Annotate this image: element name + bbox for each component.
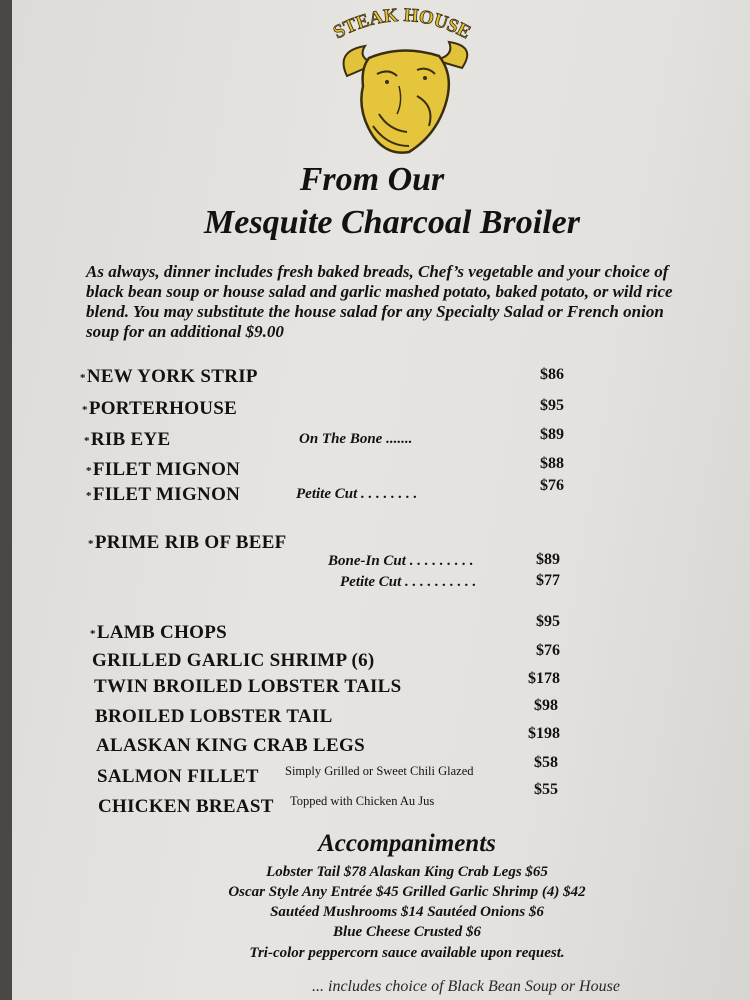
- bull-head-icon: [317, 6, 487, 156]
- accompaniment-line: Sautéed Mushrooms $14 Sautéed Onions $6: [270, 904, 544, 920]
- item-price: $55: [534, 781, 558, 798]
- item-star: *: [90, 627, 96, 640]
- steakhouse-logo: [317, 6, 487, 156]
- item-price: $77: [536, 572, 560, 589]
- accompaniment-line: Lobster Tail $78 Alaskan King Crab Legs $65: [266, 864, 548, 880]
- svg-text:STEAK HOUSE: STEAK HOUSE: [330, 6, 474, 44]
- accompaniments-title: Accompaniments: [318, 830, 496, 857]
- item-name: FILET MIGNON: [92, 484, 241, 505]
- item-name: PRIME RIB OF BEEF: [94, 532, 287, 553]
- item-name: NEW YORK STRIP: [86, 366, 258, 387]
- item-name: CHICKEN BREAST: [98, 796, 274, 817]
- item-star: *: [82, 403, 88, 416]
- menu-item: [96, 735, 365, 757]
- item-price: $86: [540, 366, 564, 383]
- accompaniment-line: Blue Cheese Crusted $6: [333, 924, 481, 940]
- item-star: *: [84, 434, 90, 447]
- item-star: *: [80, 371, 86, 384]
- menu-item: [86, 459, 240, 481]
- item-price: $198: [528, 725, 560, 742]
- item-name: PORTERHOUSE: [88, 398, 238, 419]
- item-star: *: [88, 537, 94, 550]
- menu-item: [95, 706, 333, 728]
- accompaniment-line: Tri-color peppercorn sauce available upon request.: [249, 945, 565, 961]
- menu-item: [86, 484, 240, 506]
- item-price: $178: [528, 670, 560, 687]
- footer-partial-text: ... includes choice of Black Bean Soup or House: [312, 978, 620, 995]
- item-price: $95: [536, 613, 560, 630]
- item-note: On The Bone .......: [299, 431, 413, 447]
- item-star: *: [86, 489, 92, 502]
- item-price: $58: [534, 754, 558, 771]
- menu-item: [97, 766, 259, 788]
- item-note: Petite Cut . . . . . . . .: [296, 486, 418, 502]
- menu-heading-line2: Mesquite Charcoal Broiler: [204, 204, 580, 241]
- item-price: $88: [540, 455, 564, 472]
- intro-paragraph: As always, dinner includes fresh baked breads, Chef’s vegetable and your choice of black bean soup or house salad and garlic mashed potato, baked potato, or wild rice blend. You may substitute the house salad for any Specialty Salad or French onion soup for an additional $9.00: [86, 262, 673, 341]
- menu-item: [92, 650, 375, 672]
- item-name: RIB EYE: [90, 429, 171, 450]
- menu-item: [80, 366, 258, 388]
- item-name: TWIN BROILED LOBSTER TAILS: [94, 676, 402, 697]
- item-price: $76: [540, 477, 564, 494]
- menu-item: [82, 398, 237, 420]
- item-note: Topped with Chicken Au Jus: [290, 794, 435, 808]
- item-price: $98: [534, 697, 558, 714]
- item-note: Simply Grilled or Sweet Chili Glazed: [285, 764, 474, 778]
- item-price: $89: [536, 551, 560, 568]
- item-price: $95: [540, 397, 564, 414]
- item-name: GRILLED GARLIC SHRIMP (6): [92, 650, 375, 671]
- menu-heading-line1: From Our: [299, 161, 445, 198]
- accompaniment-line: Oscar Style Any Entrée $45 Grilled Garlic Shrimp (4) $42: [228, 884, 586, 900]
- menu-item: [90, 622, 227, 644]
- item-note: Bone-In Cut . . . . . . . . .: [328, 553, 474, 569]
- item-name: SALMON FILLET: [97, 766, 259, 787]
- menu-item: [98, 796, 274, 818]
- item-price: $89: [540, 426, 564, 443]
- item-name: ALASKAN KING CRAB LEGS: [96, 735, 365, 756]
- item-name: FILET MIGNON: [92, 459, 241, 480]
- item-price: $76: [536, 642, 560, 659]
- menu-item: [94, 676, 402, 698]
- item-star: *: [86, 464, 92, 477]
- item-note: Petite Cut . . . . . . . . . .: [340, 574, 477, 590]
- menu-item: [88, 532, 287, 554]
- menu-card: [12, 0, 750, 1000]
- item-name: LAMB CHOPS: [96, 622, 228, 643]
- item-name: BROILED LOBSTER TAIL: [95, 706, 333, 727]
- menu-item: [84, 429, 171, 451]
